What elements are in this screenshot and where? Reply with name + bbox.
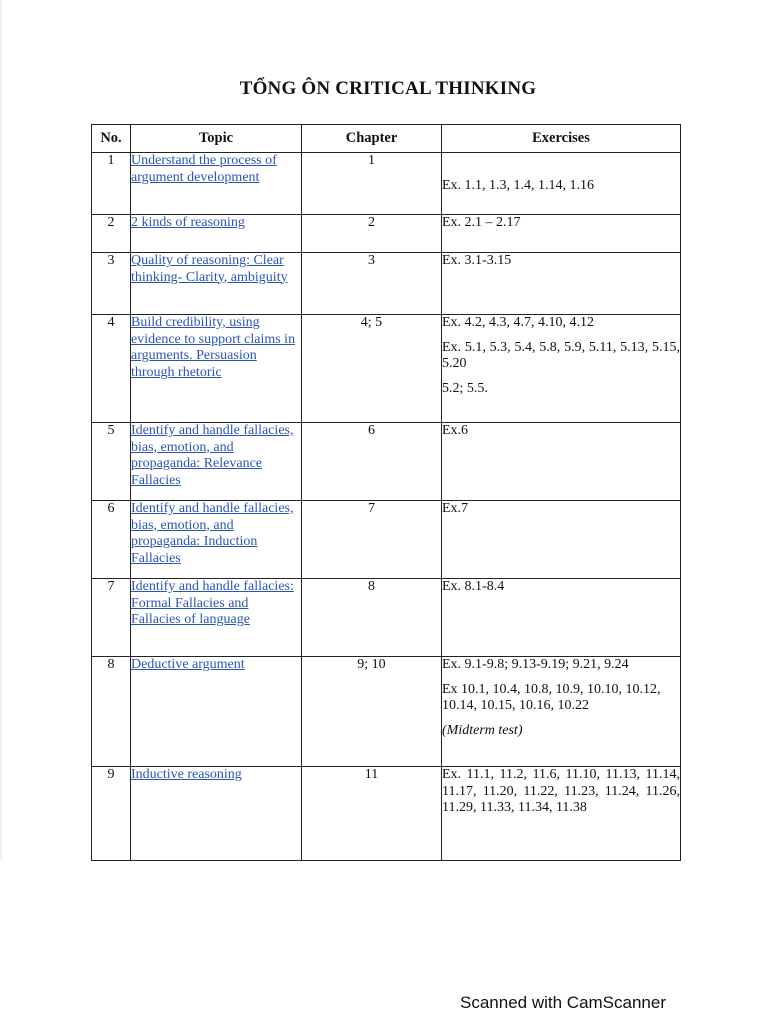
chapter-cell: 1 [302,153,442,215]
row-number: 4 [92,315,131,423]
topic-link[interactable]: Inductive reasoning [131,767,242,782]
row-number: 5 [92,423,131,501]
chapter-cell: 7 [302,501,442,579]
topic-link[interactable]: 2 kinds of reasoning [131,215,245,230]
table-row [92,501,681,579]
exercise-text: Ex. 5.1, 5.3, 5.4, 5.8, 5.9, 5.11, 5.13, 5.15, 5.20 [442,339,680,371]
header-chapter: Chapter [302,125,442,153]
row-number: 7 [92,579,131,657]
document-title: TỔNG ÔN CRITICAL THINKING [239,78,537,99]
scanner-watermark: Scanned with CamScanner [460,993,667,1012]
exercise-text: 5.2; 5.5. [442,380,488,396]
topic-link[interactable]: Quality of reasoning: Clear thinking- Clarity, ambiguity [131,253,288,285]
exercise-text: Ex 10.1, 10.4, 10.8, 10.9, 10.10, 10.12, 10.14, 10.15, 10.16, 10.22 [442,681,661,713]
row-number: 3 [92,253,131,315]
chapter-cell: 2 [302,215,442,253]
table-row [92,315,681,423]
exercise-text: Ex. 3.1-3.15 [442,253,512,268]
table-row [92,767,681,861]
topic-link[interactable]: Understand the process of argument development [131,153,277,185]
row-number: 9 [92,767,131,861]
topic-link[interactable]: Deductive argument [131,657,245,672]
exercise-text: Ex. 2.1 – 2.17 [442,215,521,230]
chapter-cell: 3 [302,253,442,315]
page-edge-shadow [0,0,3,860]
row-number: 2 [92,215,131,253]
row-number: 6 [92,501,131,579]
table-row [92,579,681,657]
table-row [92,423,681,501]
header-topic: Topic [131,125,302,153]
row-number: 8 [92,657,131,767]
exercise-text: Ex.6 [442,423,469,438]
exercise-text: Ex.7 [442,501,469,516]
header-exercises: Exercises [442,125,681,153]
review-table [91,124,681,861]
exercise-text: Ex. 11.1, 11.2, 11.6, 11.10, 11.13, 11.14, 11.17, 11.20, 11.22, 11.23, 11.24, 11.26, 11.29, 11.33, 11.34, 11.38 [442,767,680,815]
topic-link[interactable]: Identify and handle fallacies, bias, emotion, and propaganda: Induction Fallacies [131,501,294,566]
table-row [92,153,681,215]
table-row [92,215,681,253]
exercise-text: Ex. 9.1-9.8; 9.13-9.19; 9.21, 9.24 [442,657,629,672]
exercise-text: Ex. 4.2, 4.3, 4.7, 4.10, 4.12 [442,315,595,330]
header-no: No. [92,125,131,153]
exercise-text: Ex. 1.1, 1.3, 1.4, 1.14, 1.16 [442,178,595,194]
table-row [92,253,681,315]
chapter-cell: 6 [302,423,442,501]
table-row [92,657,681,767]
topic-link[interactable]: Identify and handle fallacies: Formal Fallacies and Fallacies of language [131,579,294,627]
topic-link[interactable]: Build credibility, using evidence to support claims in arguments. Persuasion through rhetoric [131,315,296,380]
chapter-cell: 4; 5 [302,315,442,423]
topic-link[interactable]: Identify and handle fallacies, bias, emotion, and propaganda: Relevance Fallacies [131,423,294,488]
midterm-note: (Midterm test) [442,722,523,738]
table-header-row [92,125,681,153]
chapter-cell: 11 [302,767,442,861]
row-number: 1 [92,153,131,215]
exercise-text: Ex. 8.1-8.4 [442,579,505,594]
chapter-cell: 8 [302,579,442,657]
chapter-cell: 9; 10 [302,657,442,767]
